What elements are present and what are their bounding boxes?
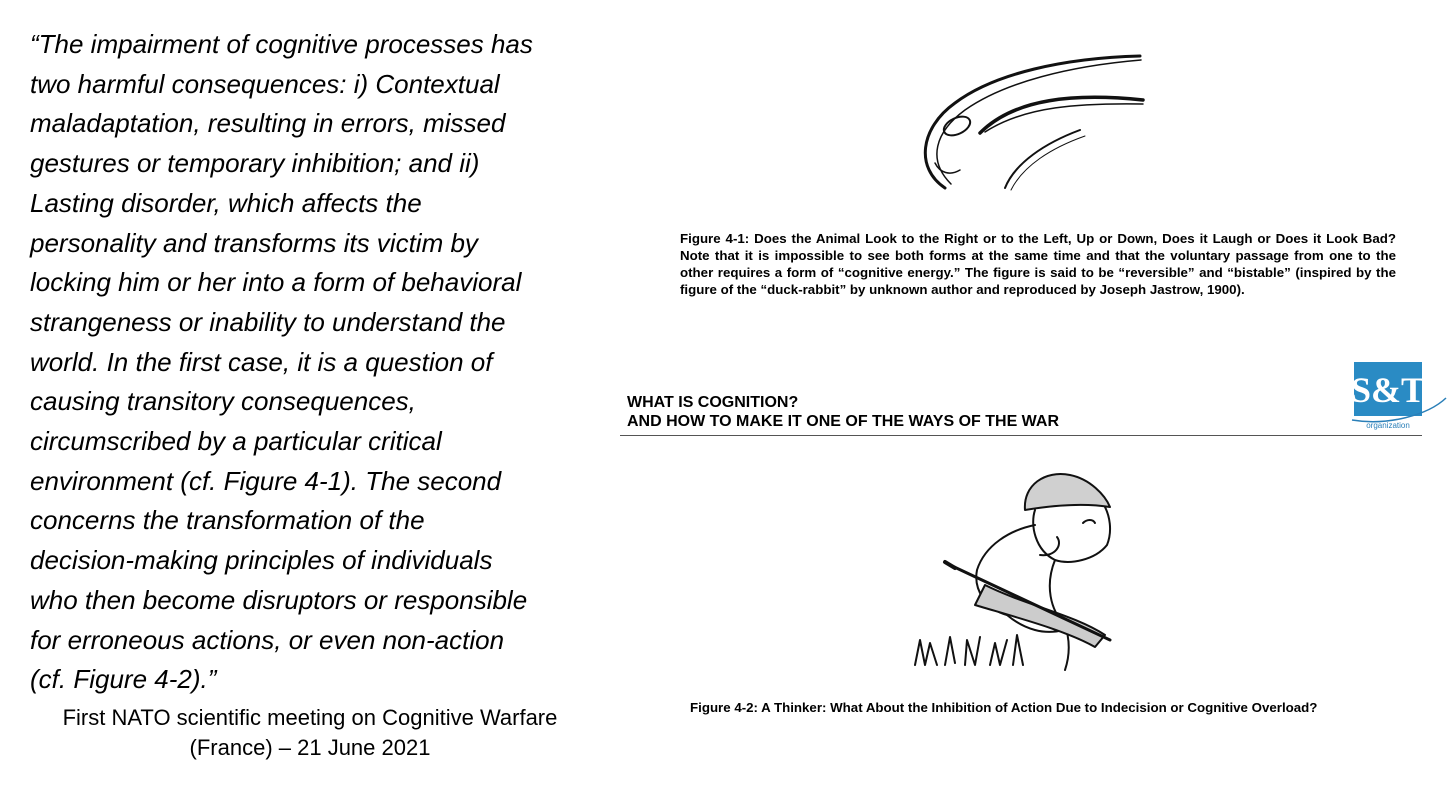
quote-line: circumscribed by a particular critical — [30, 426, 442, 457]
quote-line: “The impairment of cognitive processes has — [30, 29, 533, 59]
sto-logo — [1348, 360, 1448, 432]
source-line-1: First NATO scientific meeting on Cognitive Warfare — [62, 705, 558, 730]
quote-line: maladaptation, resulting in errors, missed — [30, 108, 506, 139]
quote-line: for erroneous actions, or even non-action — [30, 624, 505, 655]
quote-line: gestures or temporary inhibition; and ii) — [30, 148, 480, 179]
duck-rabbit-figure — [905, 48, 1155, 198]
figure-4-1-caption: Figure 4-1: Does the Animal Look to the Right or to the Left, Up or Down, Does it Laugh or Does it Look Bad? Note that it is impossible to see both forms at the same time and that the voluntary passage from one to the other requires a form of “cognitive energy.” The figure is said to be “reversible” and “bistable” (inspired by the figure of the “duck-rabbit” by unknown author and reproduced by Joseph Jastrow, 1900). — [680, 231, 1396, 297]
source-line-2: (France) – 21 June 2021 — [189, 735, 431, 760]
figure-4-2-caption: Figure 4-2: A Thinker: What About the Inhibition of Action Due to Indecision or Cognitive Overload? — [690, 700, 1318, 715]
quote-line: causing transitory consequences, — [30, 386, 416, 417]
quote-line: environment (cf. Figure 4-1). The second — [30, 465, 502, 496]
quote-line: strangeness or inability to understand the — [30, 306, 506, 337]
quote-line: who then become disruptors or responsible — [30, 584, 528, 615]
quote-line: concerns the transformation of the — [30, 505, 425, 536]
header-subtitle: AND HOW TO MAKE IT ONE OF THE WAYS OF THE WAR — [627, 413, 1060, 430]
header-divider — [620, 435, 1422, 436]
quote-source — [20, 703, 600, 763]
thinker-figure — [895, 465, 1135, 680]
header-title: WHAT IS COGNITION? — [627, 394, 799, 411]
quote-line: world. In the first case, it is a question of — [30, 346, 493, 377]
logo-subtitle: organization — [1366, 421, 1410, 430]
quote-line: two harmful consequences: i) Contextual — [30, 68, 500, 99]
quote-line: personality and transforms its victim by — [30, 227, 478, 258]
quote-line: decision-making principles of individuals — [30, 545, 493, 576]
quote-line: (cf. Figure 4-2).” — [30, 664, 217, 695]
quote-line: locking him or her into a form of behavioral — [30, 267, 522, 298]
section-header — [627, 393, 1227, 431]
quote-line: Lasting disorder, which affects the — [30, 187, 422, 218]
logo-mark: S&T — [1350, 370, 1426, 410]
quote-text — [30, 25, 610, 700]
